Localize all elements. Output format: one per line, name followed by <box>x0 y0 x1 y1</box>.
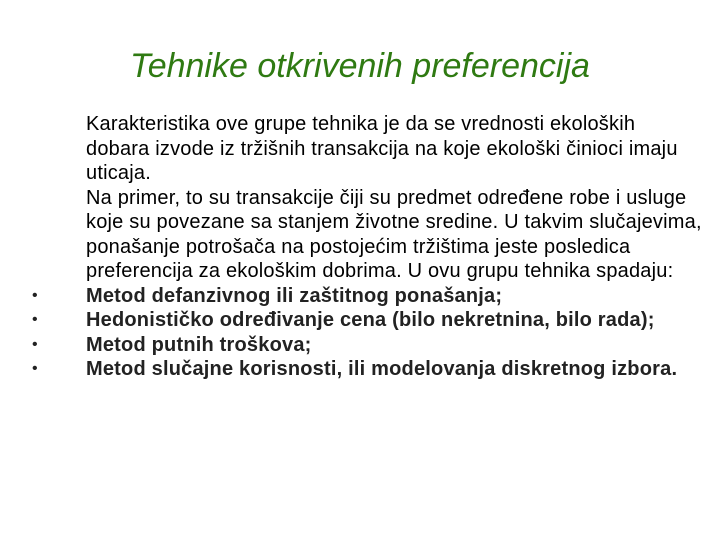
bullet-icon: • <box>32 360 38 377</box>
list-item-text: Metod defanzivnog ili zaštitnog ponašanja; <box>86 284 503 307</box>
list-item <box>32 333 702 358</box>
list-item <box>32 284 702 309</box>
list-item-text: Metod slučajne korisnosti, ili modelovanja diskretnog izbora. <box>86 358 678 380</box>
bullet-icon: • <box>32 286 38 304</box>
list-item <box>32 357 702 382</box>
technique-list <box>32 284 702 382</box>
list-item-text: Hedonističko određivanje cena (bilo nekretnina, bilo rada); <box>86 309 655 331</box>
list-item-text: Metod putnih troškova; <box>86 333 312 356</box>
paragraph-intro: Karakteristika ove grupe tehnika je da se vrednosti ekoloških dobara izvode iz tržišnih transakcija na koje ekološki činioci imaju uticaja. <box>86 113 678 184</box>
slide-body <box>32 112 702 382</box>
list-item <box>32 308 702 333</box>
bullet-icon: • <box>32 311 38 328</box>
slide-title: Tehnike otkrivenih preferencija <box>130 47 590 85</box>
paragraph-example: Na primer, to su transakcije čiji su predmet određene robe i usluge koje su povezane sa stanjem životne sredine. U takvim slučajevima, ponašanje potrošača na postojećim tržištima jeste posledica preferencija za ekološkim dobrima. U ovu grupu tehnika spadaju: <box>86 186 702 282</box>
bullet-icon: • <box>32 335 38 353</box>
